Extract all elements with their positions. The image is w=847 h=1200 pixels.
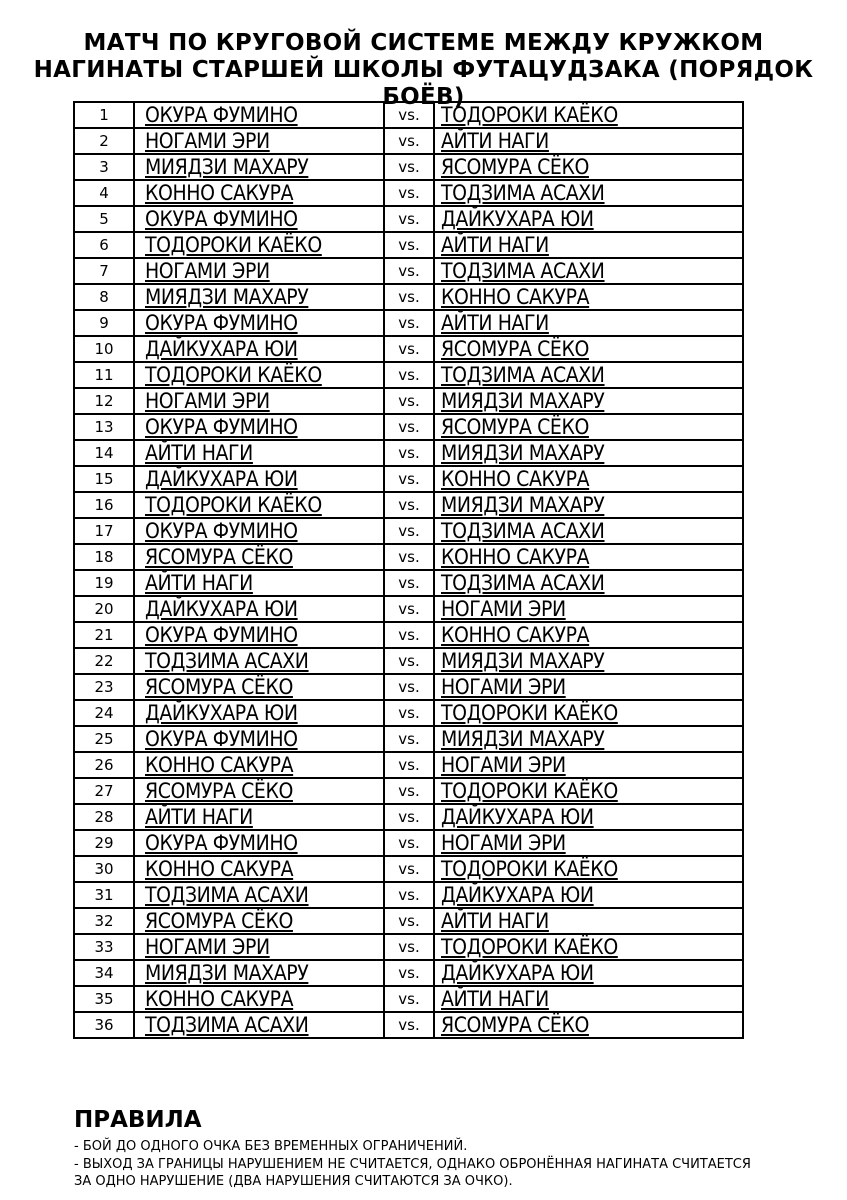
vs-label: vs. xyxy=(384,830,434,856)
fighter-b-name: АЙТИ НАГИ xyxy=(434,128,743,154)
vs-label: vs. xyxy=(384,856,434,882)
fighter-a-name: ДАЙКУХАРА ЮИ xyxy=(134,596,384,622)
fighter-b-name: КОННО САКУРА xyxy=(434,466,743,492)
vs-label: vs. xyxy=(384,934,434,960)
fighter-b-name: ДАЙКУХАРА ЮИ xyxy=(434,206,743,232)
table-row xyxy=(74,752,743,778)
table-row xyxy=(74,388,743,414)
vs-label: vs. xyxy=(384,388,434,414)
fighter-b-name: МИЯДЗИ МАХАРУ xyxy=(434,440,743,466)
table-row xyxy=(74,882,743,908)
table-row xyxy=(74,570,743,596)
table-row xyxy=(74,440,743,466)
table-row xyxy=(74,154,743,180)
table-row xyxy=(74,700,743,726)
fighter-b-name: ТОДОРОКИ КАЁКО xyxy=(434,102,743,128)
bout-number: 14 xyxy=(74,440,134,466)
bout-number: 18 xyxy=(74,544,134,570)
vs-label: vs. xyxy=(384,804,434,830)
vs-label: vs. xyxy=(384,908,434,934)
bout-number: 35 xyxy=(74,986,134,1012)
vs-label: vs. xyxy=(384,960,434,986)
fighter-a-name: ОКУРА ФУМИНО xyxy=(134,102,384,128)
table-row xyxy=(74,518,743,544)
table-row xyxy=(74,804,743,830)
fighter-a-name: ЯСОМУРА СЁКО xyxy=(134,778,384,804)
fighter-a-name: ТОДЗИМА АСАХИ xyxy=(134,882,384,908)
fighter-a-name: КОННО САКУРА xyxy=(134,752,384,778)
fighter-a-name: ОКУРА ФУМИНО xyxy=(134,414,384,440)
bout-number: 5 xyxy=(74,206,134,232)
table-row xyxy=(74,284,743,310)
bout-number: 16 xyxy=(74,492,134,518)
bout-number: 36 xyxy=(74,1012,134,1038)
fighter-a-name: ТОДЗИМА АСАХИ xyxy=(134,1012,384,1038)
table-row xyxy=(74,544,743,570)
vs-label: vs. xyxy=(384,752,434,778)
vs-label: vs. xyxy=(384,336,434,362)
table-row xyxy=(74,908,743,934)
fighter-b-name: ТОДЗИМА АСАХИ xyxy=(434,258,743,284)
fighter-b-name: ДАЙКУХАРА ЮИ xyxy=(434,804,743,830)
fighter-a-name: МИЯДЗИ МАХАРУ xyxy=(134,154,384,180)
vs-label: vs. xyxy=(384,986,434,1012)
fighter-b-name: МИЯДЗИ МАХАРУ xyxy=(434,388,743,414)
table-row xyxy=(74,362,743,388)
fighter-a-name: ДАЙКУХАРА ЮИ xyxy=(134,336,384,362)
rule-item: - ВЫХОД ЗА ГРАНИЦЫ НАРУШЕНИЕМ НЕ СЧИТАЕТСЯ, ОДНАКО ОБРОНЁННАЯ НАГИНАТА СЧИТАЕТСЯ ЗА ОДНО НАРУШЕНИЕ (ДВА НАРУШЕНИЯ СЧИТАЮТСЯ ЗА ОЧКО). xyxy=(74,1157,751,1189)
fighter-b-name: КОННО САКУРА xyxy=(434,622,743,648)
vs-label: vs. xyxy=(384,1012,434,1038)
fighter-a-name: ТОДОРОКИ КАЁКО xyxy=(134,362,384,388)
fighter-b-name: ТОДОРОКИ КАЁКО xyxy=(434,700,743,726)
fighter-a-name: ТОДОРОКИ КАЁКО xyxy=(134,492,384,518)
vs-label: vs. xyxy=(384,882,434,908)
table-row xyxy=(74,596,743,622)
page-title-line-2: НАГИНАТЫ СТАРШЕЙ ШКОЛЫ ФУТАЦУДЗАКА (ПОРЯДОК БОЁВ) xyxy=(33,57,814,110)
table-row xyxy=(74,102,743,128)
fighter-a-name: НОГАМИ ЭРИ xyxy=(134,934,384,960)
table-row xyxy=(74,1012,743,1038)
table-row xyxy=(74,830,743,856)
fighter-a-name: АЙТИ НАГИ xyxy=(134,804,384,830)
bout-number: 23 xyxy=(74,674,134,700)
bout-number: 27 xyxy=(74,778,134,804)
vs-label: vs. xyxy=(384,310,434,336)
bout-number: 24 xyxy=(74,700,134,726)
vs-label: vs. xyxy=(384,596,434,622)
vs-label: vs. xyxy=(384,232,434,258)
bout-number: 25 xyxy=(74,726,134,752)
vs-label: vs. xyxy=(384,674,434,700)
vs-label: vs. xyxy=(384,648,434,674)
bout-number: 22 xyxy=(74,648,134,674)
bout-number: 6 xyxy=(74,232,134,258)
fighter-a-name: ЯСОМУРА СЁКО xyxy=(134,908,384,934)
rules-heading: ПРАВИЛА xyxy=(74,1107,202,1133)
vs-label: vs. xyxy=(384,518,434,544)
fighter-b-name: ЯСОМУРА СЁКО xyxy=(434,154,743,180)
bout-number: 17 xyxy=(74,518,134,544)
fighter-b-name: МИЯДЗИ МАХАРУ xyxy=(434,492,743,518)
fighter-a-name: ЯСОМУРА СЁКО xyxy=(134,544,384,570)
fighter-b-name: АЙТИ НАГИ xyxy=(434,908,743,934)
fighter-b-name: ТОДЗИМА АСАХИ xyxy=(434,570,743,596)
vs-label: vs. xyxy=(384,440,434,466)
vs-label: vs. xyxy=(384,284,434,310)
vs-label: vs. xyxy=(384,362,434,388)
fighter-a-name: АЙТИ НАГИ xyxy=(134,440,384,466)
table-row xyxy=(74,180,743,206)
bout-number: 30 xyxy=(74,856,134,882)
fighter-a-name: ОКУРА ФУМИНО xyxy=(134,726,384,752)
fighter-a-name: ЯСОМУРА СЁКО xyxy=(134,674,384,700)
fighter-b-name: АЙТИ НАГИ xyxy=(434,310,743,336)
vs-label: vs. xyxy=(384,206,434,232)
fighter-a-name: НОГАМИ ЭРИ xyxy=(134,258,384,284)
table-row xyxy=(74,466,743,492)
fighter-b-name: ЯСОМУРА СЁКО xyxy=(434,336,743,362)
fighter-b-name: ЯСОМУРА СЁКО xyxy=(434,1012,743,1038)
fighter-b-name: АЙТИ НАГИ xyxy=(434,232,743,258)
table-row xyxy=(74,258,743,284)
bout-number: 28 xyxy=(74,804,134,830)
fighter-b-name: ЯСОМУРА СЁКО xyxy=(434,414,743,440)
fighter-a-name: КОННО САКУРА xyxy=(134,856,384,882)
bout-number: 15 xyxy=(74,466,134,492)
fighter-b-name: НОГАМИ ЭРИ xyxy=(434,752,743,778)
fighter-a-name: НОГАМИ ЭРИ xyxy=(134,128,384,154)
table-row xyxy=(74,336,743,362)
fighter-b-name: ТОДОРОКИ КАЁКО xyxy=(434,934,743,960)
table-row xyxy=(74,232,743,258)
bout-number: 10 xyxy=(74,336,134,362)
table-row xyxy=(74,622,743,648)
bout-number: 31 xyxy=(74,882,134,908)
table-row xyxy=(74,128,743,154)
fighter-b-name: ДАЙКУХАРА ЮИ xyxy=(434,882,743,908)
vs-label: vs. xyxy=(384,570,434,596)
vs-label: vs. xyxy=(384,414,434,440)
bout-number: 11 xyxy=(74,362,134,388)
vs-label: vs. xyxy=(384,180,434,206)
bout-number: 9 xyxy=(74,310,134,336)
table-row xyxy=(74,960,743,986)
vs-label: vs. xyxy=(384,778,434,804)
vs-label: vs. xyxy=(384,492,434,518)
vs-label: vs. xyxy=(384,102,434,128)
bout-number: 3 xyxy=(74,154,134,180)
page-title-line-1: МАТЧ ПО КРУГОВОЙ СИСТЕМЕ МЕЖДУ КРУЖКОМ xyxy=(83,30,764,56)
fighter-b-name: КОННО САКУРА xyxy=(434,284,743,310)
fighter-b-name: ТОДОРОКИ КАЁКО xyxy=(434,778,743,804)
fighter-b-name: ТОДЗИМА АСАХИ xyxy=(434,362,743,388)
vs-label: vs. xyxy=(384,258,434,284)
table-row xyxy=(74,648,743,674)
bout-number: 32 xyxy=(74,908,134,934)
fighter-a-name: АЙТИ НАГИ xyxy=(134,570,384,596)
vs-label: vs. xyxy=(384,466,434,492)
table-row xyxy=(74,934,743,960)
table-row xyxy=(74,674,743,700)
fighter-b-name: ТОДЗИМА АСАХИ xyxy=(434,180,743,206)
bout-number: 21 xyxy=(74,622,134,648)
bout-number: 29 xyxy=(74,830,134,856)
fighter-a-name: МИЯДЗИ МАХАРУ xyxy=(134,960,384,986)
fighter-a-name: ОКУРА ФУМИНО xyxy=(134,310,384,336)
bout-number: 2 xyxy=(74,128,134,154)
fighter-b-name: АЙТИ НАГИ xyxy=(434,986,743,1012)
fighter-b-name: НОГАМИ ЭРИ xyxy=(434,674,743,700)
fighter-a-name: МИЯДЗИ МАХАРУ xyxy=(134,284,384,310)
bout-number: 12 xyxy=(74,388,134,414)
bout-number: 26 xyxy=(74,752,134,778)
bout-number: 1 xyxy=(74,102,134,128)
bout-number: 20 xyxy=(74,596,134,622)
fighter-a-name: КОННО САКУРА xyxy=(134,986,384,1012)
table-row xyxy=(74,986,743,1012)
vs-label: vs. xyxy=(384,154,434,180)
vs-label: vs. xyxy=(384,726,434,752)
table-row xyxy=(74,414,743,440)
bout-number: 4 xyxy=(74,180,134,206)
bout-number: 19 xyxy=(74,570,134,596)
fighter-a-name: КОННО САКУРА xyxy=(134,180,384,206)
fighter-a-name: ДАЙКУХАРА ЮИ xyxy=(134,466,384,492)
table-row xyxy=(74,206,743,232)
fighter-b-name: МИЯДЗИ МАХАРУ xyxy=(434,648,743,674)
fighter-a-name: ОКУРА ФУМИНО xyxy=(134,206,384,232)
fighter-b-name: ТОДОРОКИ КАЁКО xyxy=(434,856,743,882)
bout-number: 13 xyxy=(74,414,134,440)
table-row xyxy=(74,492,743,518)
bout-order-table-body xyxy=(74,102,743,1038)
rule-item: - БОЙ ДО ОДНОГО ОЧКА БЕЗ ВРЕМЕННЫХ ОГРАНИЧЕНИЙ. xyxy=(74,1139,468,1154)
fighter-b-name: НОГАМИ ЭРИ xyxy=(434,830,743,856)
fighter-a-name: ТОДОРОКИ КАЁКО xyxy=(134,232,384,258)
table-row xyxy=(74,856,743,882)
fighter-b-name: ДАЙКУХАРА ЮИ xyxy=(434,960,743,986)
bout-order-table xyxy=(73,101,744,1039)
bout-number: 7 xyxy=(74,258,134,284)
bout-number: 8 xyxy=(74,284,134,310)
fighter-a-name: ТОДЗИМА АСАХИ xyxy=(134,648,384,674)
vs-label: vs. xyxy=(384,128,434,154)
fighter-b-name: НОГАМИ ЭРИ xyxy=(434,596,743,622)
vs-label: vs. xyxy=(384,700,434,726)
fighter-a-name: ОКУРА ФУМИНО xyxy=(134,518,384,544)
bout-number: 34 xyxy=(74,960,134,986)
vs-label: vs. xyxy=(384,544,434,570)
fighter-b-name: МИЯДЗИ МАХАРУ xyxy=(434,726,743,752)
fighter-b-name: ТОДЗИМА АСАХИ xyxy=(434,518,743,544)
fighter-a-name: ОКУРА ФУМИНО xyxy=(134,622,384,648)
fighter-a-name: НОГАМИ ЭРИ xyxy=(134,388,384,414)
fighter-a-name: ДАЙКУХАРА ЮИ xyxy=(134,700,384,726)
vs-label: vs. xyxy=(384,622,434,648)
bout-number: 33 xyxy=(74,934,134,960)
table-row xyxy=(74,310,743,336)
fighter-b-name: КОННО САКУРА xyxy=(434,544,743,570)
table-row xyxy=(74,778,743,804)
fighter-a-name: ОКУРА ФУМИНО xyxy=(134,830,384,856)
table-row xyxy=(74,726,743,752)
